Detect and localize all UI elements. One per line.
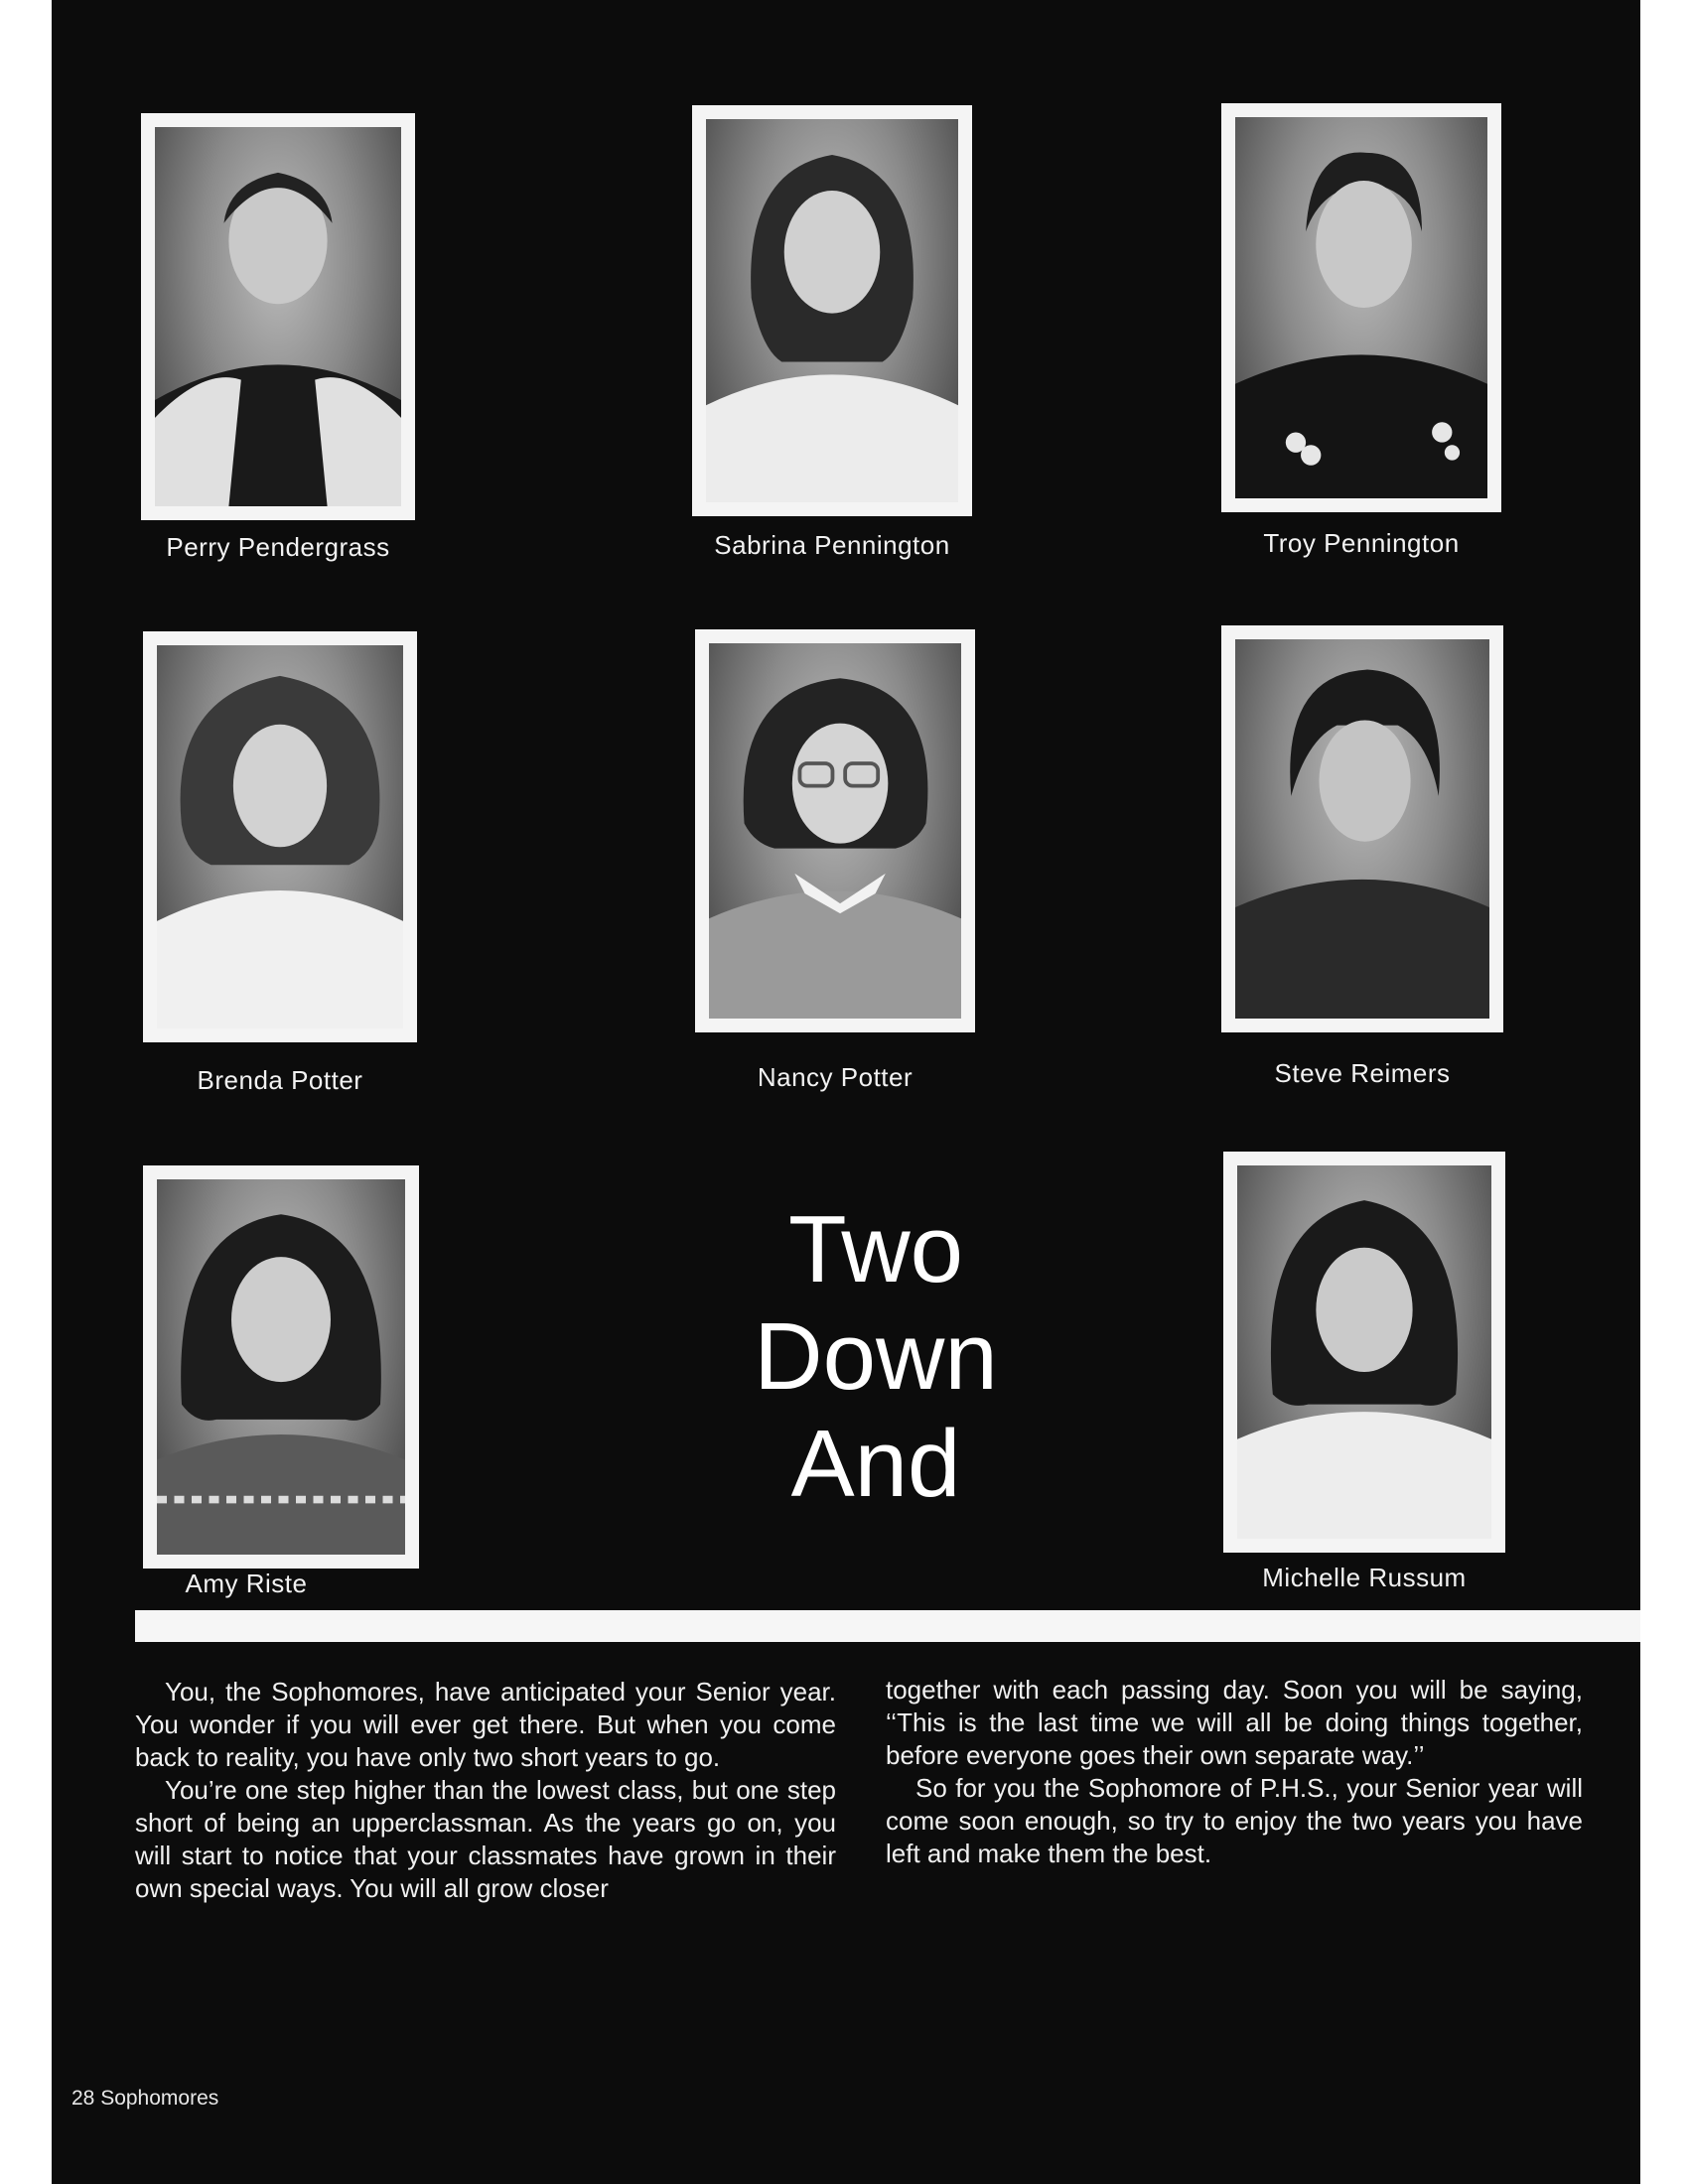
divider-bar: [135, 1610, 1640, 1642]
portrait-steve-reimers: [1221, 625, 1503, 1032]
portrait-caption: Brenda Potter: [197, 1065, 363, 1095]
portrait-photo: [1235, 639, 1489, 1019]
portrait-photo: [157, 1179, 405, 1555]
portrait-photo: [155, 127, 401, 506]
portrait-photo: [709, 643, 961, 1019]
body-text-right: [886, 1674, 1583, 1870]
portrait-caption: Sabrina Pennington: [714, 530, 950, 560]
portrait-brenda-potter: [143, 631, 417, 1042]
title-line: Down: [754, 1303, 998, 1410]
portrait-photo: [706, 119, 958, 502]
page-title: [677, 1196, 1074, 1518]
body-paragraph: So for you the Sophomore of P.H.S., your Senior year will come soon enough, so try to enjoy the two years you have left and make them the best.: [886, 1773, 1583, 1868]
portrait-amy-riste: [143, 1165, 419, 1569]
portrait-sabrina-pennington: [692, 105, 972, 516]
yearbook-page: [52, 0, 1640, 2184]
portrait-photo: [157, 645, 403, 1028]
portrait-caption: Nancy Potter: [757, 1062, 914, 1092]
body-text-left: [135, 1676, 836, 1905]
body-paragraph: You, the Sophomores, have anticipated your Senior year. You wonder if you will ever get there. But when you come back to reality, you have only two short years to go.: [135, 1677, 836, 1772]
title-line: Two: [787, 1196, 964, 1302]
portrait-caption: Perry Pendergrass: [166, 532, 390, 562]
title-line: And: [790, 1411, 961, 1517]
portrait-caption: Troy Pennington: [1263, 528, 1460, 558]
portrait-troy-pennington: [1221, 103, 1501, 512]
portrait-photo: [1237, 1165, 1491, 1539]
portrait-michelle-russum: [1223, 1152, 1505, 1553]
portrait-photo: [1235, 117, 1487, 498]
body-paragraph: together with each passing day. Soon you will be saying, ‘‘This is the last time we will all be doing things together, before everyone goes their own separate way.’’: [886, 1675, 1583, 1770]
body-paragraph: You’re one step higher than the lowest class, but one step short of being an upperclassman. As the years go on, you will start to notice that your classmates have grown in their own special ways. You will all grow closer: [135, 1775, 836, 1903]
portrait-perry-pendergrass: [141, 113, 415, 520]
page-folio: 28 Sophomores: [71, 2087, 219, 2110]
portrait-caption: Amy Riste: [185, 1569, 308, 1598]
portrait-nancy-potter: [695, 629, 975, 1032]
portrait-caption: Steve Reimers: [1274, 1058, 1451, 1088]
portrait-caption: Michelle Russum: [1262, 1563, 1467, 1592]
